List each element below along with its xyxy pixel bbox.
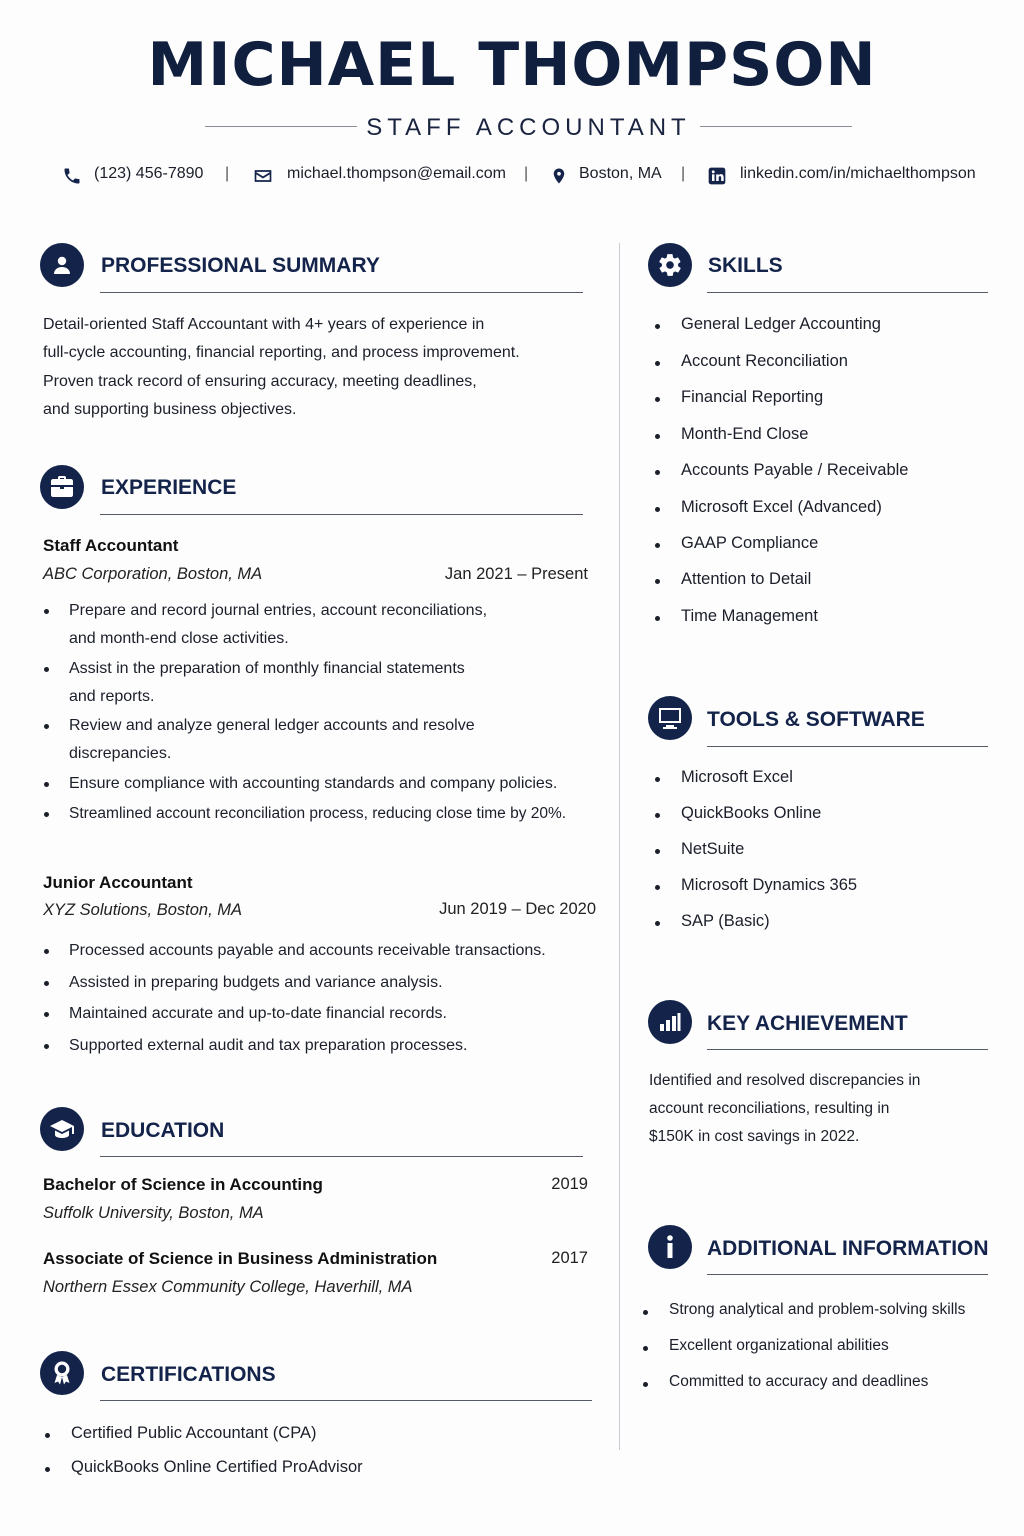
year-2: 2017 — [551, 1249, 588, 1267]
job-bullet: Assisted in preparing budgets and variance analysis. — [69, 969, 443, 997]
summary-text — [43, 311, 603, 424]
job-title-row — [205, 112, 852, 142]
summary-line: Detail-oriented Staff Accountant with 4+ years of experience in — [43, 316, 485, 333]
bar-chart-icon — [648, 1000, 692, 1044]
phone-text: (123) 456-7890 — [94, 165, 204, 182]
award-ribbon-icon — [40, 1351, 84, 1395]
certification-item: Certified Public Accountant (CPA) — [71, 1424, 317, 1442]
summary-line: full-cycle accounting, financial reporting, and process improvement. — [43, 344, 520, 362]
briefcase-icon — [40, 465, 84, 509]
job-bullet: Supported external audit and tax preparation processes. — [69, 1032, 467, 1060]
achievement-line: Identified and resolved discrepancies in — [649, 1072, 921, 1089]
summary-line: Proven track record of ensuring accuracy, meeting deadlines, — [43, 372, 477, 390]
section-title-additional: ADDITIONAL INFORMATION — [707, 1237, 989, 1260]
job-title: STAFF ACCOUNTANT — [366, 114, 691, 141]
section-rule — [100, 1400, 592, 1401]
job-bullet: Streamlined account reconciliation process, reducing close time by 20%. — [69, 800, 609, 828]
achievement-text — [649, 1067, 989, 1151]
section-title-skills: SKILLS — [708, 254, 783, 277]
job-bullet — [69, 597, 609, 652]
tool-item: QuickBooks Online — [681, 804, 822, 822]
tool-item: SAP (Basic) — [681, 912, 770, 930]
job-company-2: XYZ Solutions, Boston, MA — [43, 901, 243, 919]
bullet-line: and month-end close activities. — [69, 629, 289, 647]
section-title-tools: TOOLS & SOFTWARE — [707, 708, 925, 731]
contact-separator: | — [225, 165, 230, 182]
degree-2: Associate of Science in Business Administration — [43, 1249, 438, 1268]
job-bullet: Maintained accurate and up-to-date financial records. — [69, 1000, 447, 1028]
tool-item: NetSuite — [681, 840, 745, 858]
tool-item: Microsoft Dynamics 365 — [681, 876, 858, 894]
candidate-name: MICHAEL THOMPSON — [147, 30, 877, 100]
title-rule-right — [700, 126, 852, 127]
skill-item: General Ledger Accounting — [681, 315, 881, 333]
section-rule — [707, 1049, 988, 1050]
section-rule — [707, 292, 988, 293]
bullet-line: and reports. — [69, 687, 155, 705]
achievement-line: $150K in cost savings in 2022. — [649, 1128, 860, 1145]
linkedin-icon — [707, 166, 727, 186]
year-1: 2019 — [551, 1175, 588, 1193]
monitor-icon — [648, 696, 692, 740]
job-title-1: Staff Accountant — [43, 536, 179, 555]
skill-item: Accounts Payable / Receivable — [681, 461, 909, 479]
section-title-achievement: KEY ACHIEVEMENT — [707, 1012, 908, 1035]
location-text: Boston, MA — [579, 165, 662, 182]
email-link[interactable]: michael.thompson@email.com — [287, 165, 506, 182]
skill-item: Financial Reporting — [681, 388, 824, 406]
contact-separator: | — [681, 165, 686, 182]
job-bullet: Processed accounts payable and accounts receivable transactions. — [69, 937, 546, 965]
bullet-line: Prepare and record journal entries, account reconciliations, — [69, 602, 488, 619]
linkedin-link[interactable]: linkedin.com/in/michaelthompson — [740, 165, 976, 182]
degree-1: Bachelor of Science in Accounting — [43, 1175, 323, 1194]
school-2: Northern Essex Community College, Haverhill, MA — [43, 1278, 413, 1296]
job-bullet — [69, 655, 609, 710]
skill-item: Microsoft Excel (Advanced) — [681, 498, 882, 516]
section-rule — [100, 1156, 583, 1157]
additional-item: Committed to accuracy and deadlines — [669, 1373, 929, 1390]
phone-icon — [62, 166, 82, 186]
achievement-line: account reconciliations, resulting in — [649, 1100, 890, 1117]
skill-item: Attention to Detail — [681, 570, 812, 588]
skill-item: Month-End Close — [681, 425, 809, 443]
summary-line: and supporting business objectives. — [43, 400, 297, 418]
certification-item: QuickBooks Online Certified ProAdvisor — [71, 1458, 363, 1476]
graduation-cap-icon — [40, 1107, 84, 1151]
contact-separator: | — [524, 165, 529, 182]
envelope-icon — [252, 166, 274, 186]
column-divider — [619, 243, 620, 1450]
skill-item: GAAP Compliance — [681, 534, 819, 552]
additional-item: Strong analytical and problem-solving skills — [669, 1301, 966, 1318]
section-title-certifications: CERTIFICATIONS — [101, 1363, 276, 1386]
school-1: Suffolk University, Boston, MA — [43, 1204, 264, 1222]
section-rule — [707, 1274, 988, 1275]
job-company-1: ABC Corporation, Boston, MA — [43, 565, 263, 583]
bullet-line: Assist in the preparation of monthly financial statements — [69, 660, 465, 677]
job-bullet: Ensure compliance with accounting standards and company policies. — [69, 770, 609, 798]
skill-item: Account Reconciliation — [681, 352, 848, 370]
section-title-education: EDUCATION — [101, 1119, 225, 1142]
bullet-line: Review and analyze general ledger accounts and resolve — [69, 717, 475, 734]
section-rule — [100, 514, 583, 515]
section-title-experience: EXPERIENCE — [101, 476, 237, 499]
job-bullet — [69, 712, 609, 767]
job-title-2: Junior Accountant — [43, 873, 193, 892]
job-dates-2: Jun 2019 – Dec 2020 — [439, 900, 596, 918]
map-pin-icon — [550, 166, 568, 186]
section-rule — [707, 746, 988, 747]
job-dates-1: Jan 2021 – Present — [444, 565, 588, 583]
additional-item: Excellent organizational abilities — [669, 1337, 889, 1354]
bullet-line: discrepancies. — [69, 744, 172, 762]
section-rule — [100, 292, 583, 293]
info-icon — [648, 1225, 692, 1269]
gear-icon — [648, 243, 692, 287]
section-title-summary: PROFESSIONAL SUMMARY — [101, 254, 380, 277]
skill-item: Time Management — [681, 607, 818, 625]
user-icon — [40, 243, 84, 287]
tool-item: Microsoft Excel — [681, 768, 793, 786]
